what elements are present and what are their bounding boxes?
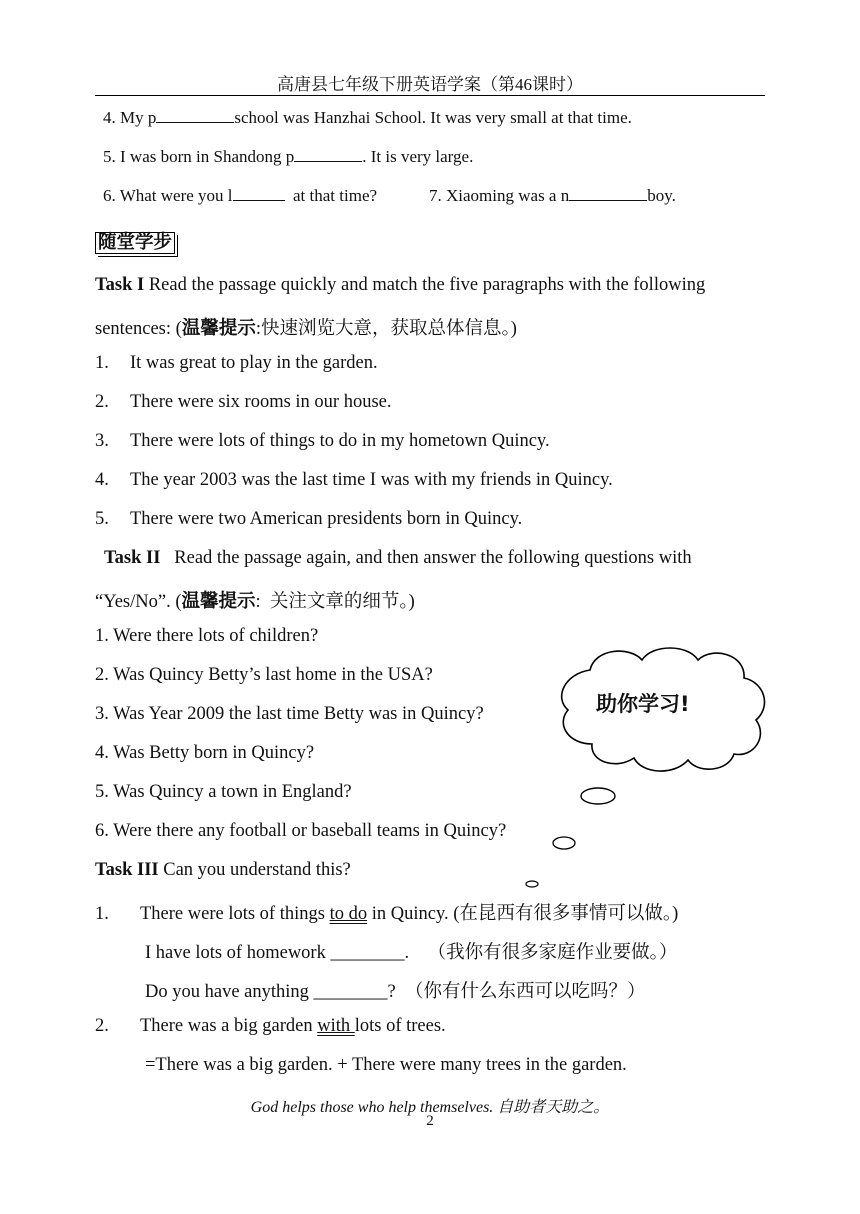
list-text: The year 2003 was the last time I was with my friends in Quincy. [130,470,613,490]
list-text: There were lots of things to do in my hometown Quincy. [130,431,550,451]
item-text-post: in Quincy. (在昆西有很多事情可以做。) [367,904,679,924]
question-item: 4. Was Betty born in Quincy? [95,743,315,763]
task2-instruction-text: Read the passage again, and then answer the following questions with [160,548,692,568]
fill-item-7-prefix: 7. Xiaoming was a n [429,186,570,205]
task1-instruction [95,275,705,296]
task2-instruction [104,548,692,569]
question-item: 5. Was Quincy a town in England? [95,782,352,802]
item-text-pre: There were lots of things [140,904,330,924]
list-number: 1. [95,904,109,924]
thought-cloud-icon [550,640,775,890]
task2-tip-line [95,587,415,613]
list-text: There were two American presidents born in Quincy. [130,509,523,529]
example-sentence: Do you have anything ________? （你有什么东西可以吃吗？） [145,982,646,1002]
footer-quote: God helps those who help themselves. 自助者天助之。 [250,1099,610,1116]
item-text-post: lots of trees. [354,1016,446,1036]
list-number: 3. [95,431,109,451]
list-number: 2. [95,1016,109,1036]
section-title-box [95,228,175,254]
task3-label: Task III [95,860,159,880]
section-title: 随堂学步 [95,232,175,254]
task1-tip-label: 温馨提示 [181,319,256,339]
task2-label: Task II [104,548,161,568]
list-item [95,353,378,374]
answer-blank[interactable] [294,160,362,162]
list-number: 1. [95,353,109,373]
fill-item-6-prefix: 6. What were you l [103,186,233,205]
fill-item-5-prefix: 5. I was born in Shandong p [103,147,295,166]
list-item [95,470,613,491]
fill-item-6-suffix: at that time? [284,186,378,205]
list-number: 5. [95,509,109,529]
list-number: 4. [95,470,109,490]
question-item: 3. Was Year 2009 the last time Betty was in Quincy? [95,704,484,724]
task3-item-2 [95,1016,446,1037]
answer-blank[interactable] [233,199,285,201]
example-sentence: I have lots of homework ________. （我你有很多家庭作业要做。） [145,943,678,963]
fill-item-5-suffix: . It is very large. [362,147,474,166]
underlined-phrase: with [317,1016,355,1036]
question-item: 1. Were there lots of children? [95,626,319,646]
fill-item-4 [103,108,632,128]
fill-item-7 [429,186,676,206]
task1-tip-prefix: sentences: ( [95,319,182,339]
task3-instruction-text: Can you understand this? [158,860,351,880]
task1-tip-text: :快速浏览大意，获取总体信息。) [255,319,517,339]
task2-tip-text: : 关注文章的细节。) [255,592,415,612]
task1-label: Task I [95,275,145,295]
list-text: It was great to play in the garden. [130,353,378,373]
answer-blank[interactable] [156,121,234,123]
task1-tip-line [95,314,517,340]
fill-item-4-prefix: 4. My p [103,108,157,127]
fill-item-7-suffix: boy. [647,186,676,205]
list-item [95,392,392,413]
task2-tip-label: 温馨提示 [181,592,256,612]
fill-item-6 [103,186,377,206]
task3-instruction [95,860,351,881]
question-item: 6. Were there any football or baseball teams in Quincy? [95,821,507,841]
page-number: 2 [426,1113,434,1129]
underlined-phrase: to do [329,904,368,924]
callout-text: 助你学习! [596,692,690,716]
list-item [95,509,522,530]
header-rule [95,95,765,96]
task1-instruction-text: Read the passage quickly and match the five paragraphs with the following [144,275,706,295]
task2-tip-prefix: “Yes/No”. ( [95,592,182,612]
question-item: 2. Was Quincy Betty’s last home in the USA? [95,665,433,685]
page-header-title: 高唐县七年级下册英语学案（第46课时） [277,75,583,94]
fill-item-4-suffix: school was Hanzhai School. It was very small at that time. [234,108,632,127]
fill-item-5 [103,147,473,167]
thought-bubble-icon [524,878,540,890]
item-text-pre: There was a big garden [140,1016,318,1036]
list-item [95,431,550,452]
list-number: 2. [95,392,109,412]
task3-item-1 [95,899,678,925]
answer-blank[interactable] [569,199,647,201]
list-text: There were six rooms in our house. [130,392,392,412]
example-sentence: =There was a big garden. + There were many trees in the garden. [145,1055,627,1075]
